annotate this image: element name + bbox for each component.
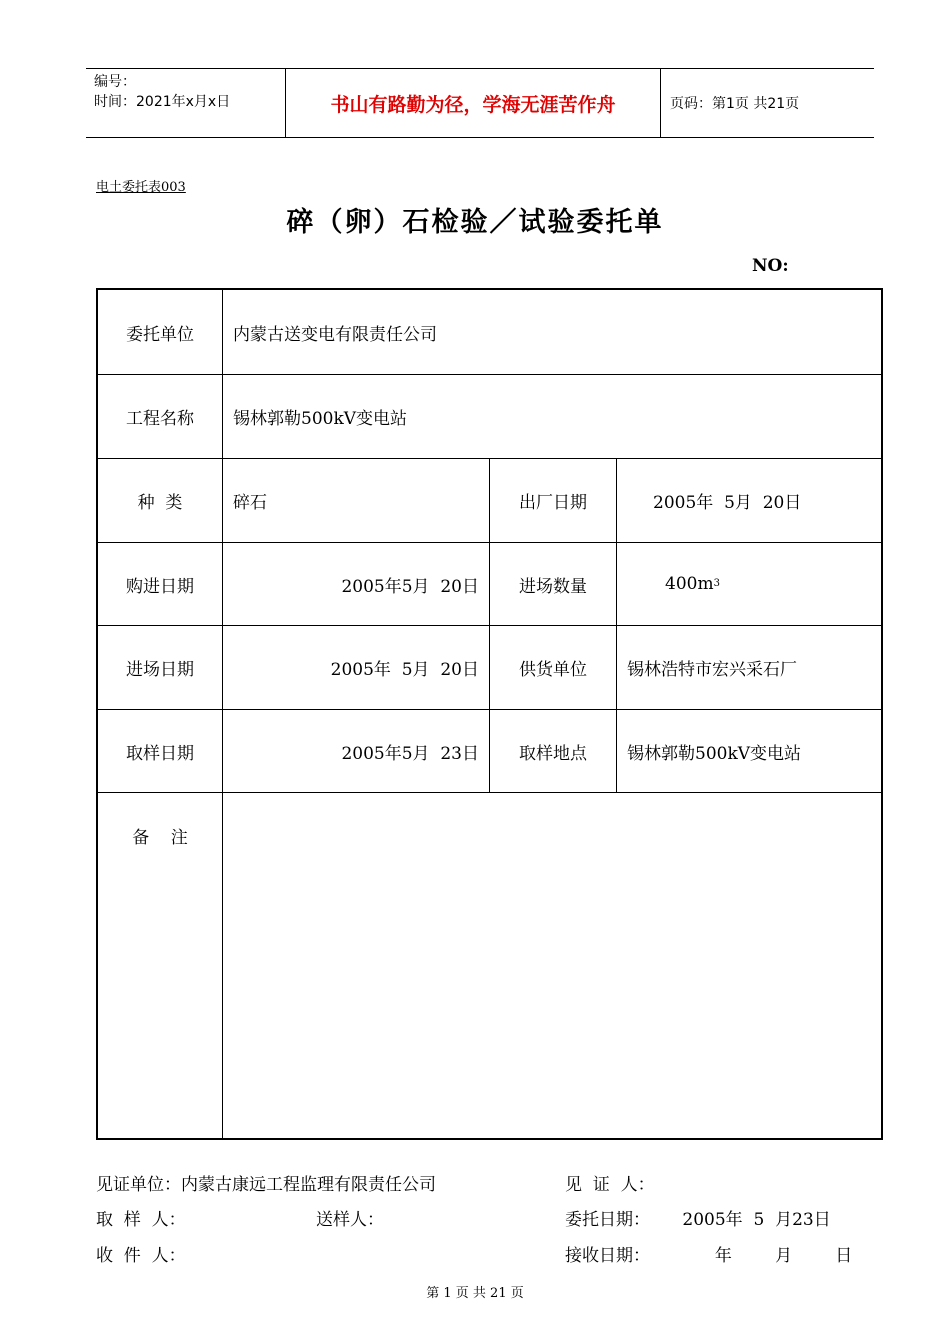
purchase-date-label: 购进日期 (126, 576, 194, 597)
entrust-unit-value: 内蒙古送变电有限责任公司 (233, 324, 437, 345)
sample-date-value: 2005年5月 23日 (341, 743, 479, 764)
entry-date-value: 2005年 5月 20日 (330, 660, 479, 680)
header-meta (86, 69, 285, 137)
kind-value: 碎石 (233, 493, 267, 513)
sender: 送样人： (316, 1210, 384, 1230)
purchase-date-value: 2005年5月 20日 (341, 576, 479, 597)
project-label: 工程名称 (126, 409, 194, 429)
remarks-label: 备 注 (132, 827, 188, 848)
sampler: 取 样 人： (96, 1210, 186, 1230)
receiver: 收 件 人： (96, 1246, 186, 1266)
supplier-value: 锡林浩特市宏兴采石厂 (627, 660, 797, 680)
page-number-footer: 第 1 页 共 21 页 (426, 1286, 524, 1301)
header-motto: 书山有路勤为径，学海无涯苦作舟 (285, 69, 661, 137)
form-code: 电土委托表003 (96, 180, 186, 195)
sample-place-label: 取样地点 (519, 743, 587, 764)
factory-date-value: 2005年 5月 20日 (653, 493, 802, 513)
project-value: 锡林郭勒500kV变电站 (233, 409, 408, 429)
kind-label: 种 类 (137, 493, 183, 513)
number-label: NO: (752, 256, 789, 276)
page-title: 碎（卵）石检验／试验委托单 (286, 207, 664, 238)
entrust-date: 委托日期： 2005年 5 月23日 (565, 1210, 831, 1230)
serial-label: 编号： (94, 74, 136, 90)
sample-place-value: 锡林郭勒500kV变电站 (627, 743, 802, 764)
page-header (86, 68, 874, 138)
receive-date: 接收日期： 年 月 日 (565, 1246, 853, 1266)
sample-date-label: 取样日期 (126, 743, 194, 764)
entry-date-label: 进场日期 (126, 660, 194, 680)
supplier-label: 供货单位 (519, 660, 587, 680)
factory-date-label: 出厂日期 (519, 493, 587, 513)
header-page-info: 页码：第1页 共21页 (670, 96, 800, 112)
quantity-label: 进场数量 (519, 576, 587, 597)
remarks-value[interactable] (223, 793, 881, 1138)
entrust-form-table (96, 288, 883, 1140)
witness-unit: 见证单位：内蒙古康远工程监理有限责任公司 (96, 1175, 436, 1195)
entrust-unit-label: 委托单位 (126, 324, 194, 345)
witness-person: 见 证 人： (565, 1175, 655, 1195)
time-label: 时间：2021年x月x日 (94, 94, 231, 110)
quantity-value: 400m 3 (665, 574, 720, 594)
quantity-number: 400m (665, 574, 714, 594)
